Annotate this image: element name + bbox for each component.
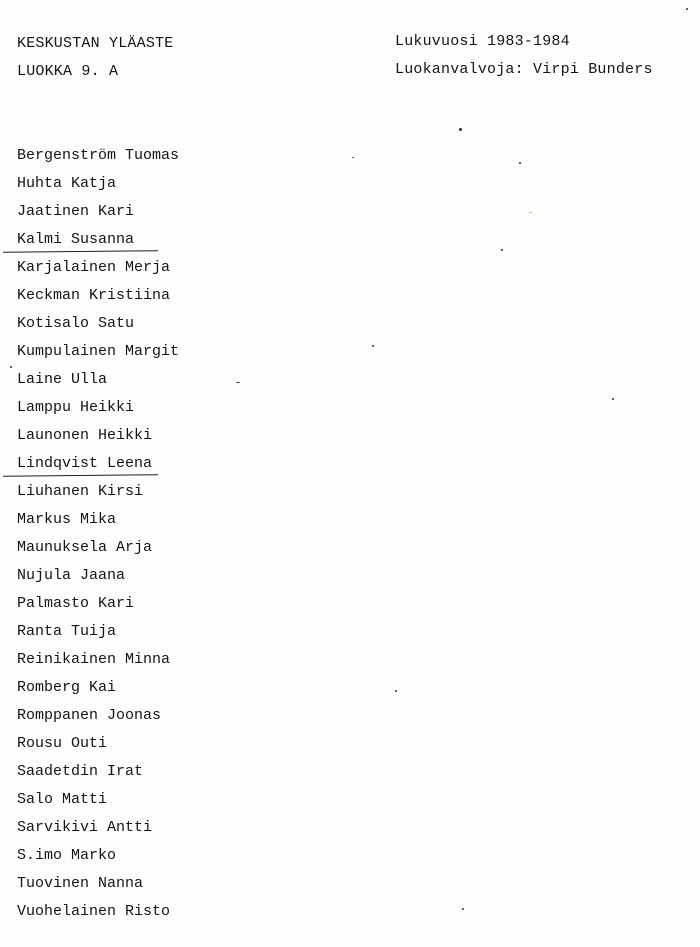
student-name: Bergenström Tuomas [17, 147, 180, 164]
student-name: Nujula Jaana [17, 567, 126, 584]
student-name: Sarvikivi Antti [17, 819, 153, 836]
speck [10, 366, 12, 368]
student-name: Tuovinen Nanna [17, 875, 144, 892]
speck [352, 157, 354, 158]
student-list [17, 145, 179, 929]
student-name: Romppanen Joonas [17, 707, 162, 724]
student-name: Keckman Kristiina [17, 287, 171, 304]
student-name: Palmasto Kari [17, 595, 135, 612]
student-name: Romberg Kai [17, 679, 117, 696]
student-name: Maunuksela Arja [17, 539, 153, 556]
school-name: KESKUSTAN YLÄASTE [17, 35, 174, 52]
speck [395, 690, 397, 692]
speck [529, 212, 532, 213]
speck [462, 908, 464, 910]
student-name: Huhta Katja [17, 175, 117, 192]
student-name: S.imo Marko [17, 847, 117, 864]
student-name: Jaatinen Kari [17, 203, 135, 220]
student-name: Rousu Outi [17, 735, 108, 752]
speck [459, 128, 462, 131]
student-name: Laine Ulla [17, 371, 108, 388]
student-name: Lindqvist Leena [17, 453, 179, 481]
speck [519, 162, 521, 164]
student-name: Launonen Heikki [17, 427, 153, 444]
student-name: Kumpulainen Margit [17, 343, 180, 360]
student-name: Liuhanen Kirsi [17, 483, 144, 500]
student-name: Ranta Tuija [17, 623, 117, 640]
student-name: Salo Matti [17, 791, 108, 808]
student-name: Kalmi Susanna [17, 229, 179, 257]
student-name: Markus Mika [17, 511, 117, 528]
speck [612, 398, 614, 400]
student-name: Kotisalo Satu [17, 315, 135, 332]
student-name: Lamppu Heikki [17, 399, 135, 416]
class-name: LUOKKA 9. A [17, 63, 119, 80]
student-name: Karjalainen Merja [17, 259, 171, 276]
class-teacher: Luokanvalvoja: Virpi Bunders [395, 61, 653, 78]
speck [372, 345, 374, 347]
student-name: Saadetdin Irat [17, 763, 144, 780]
speck [501, 249, 503, 251]
speck [686, 8, 688, 10]
student-name: Vuohelainen Risto [17, 903, 171, 920]
student-name: Reinikainen Minna [17, 651, 171, 668]
school-year: Lukuvuosi 1983-1984 [395, 33, 570, 50]
speck [236, 382, 240, 383]
